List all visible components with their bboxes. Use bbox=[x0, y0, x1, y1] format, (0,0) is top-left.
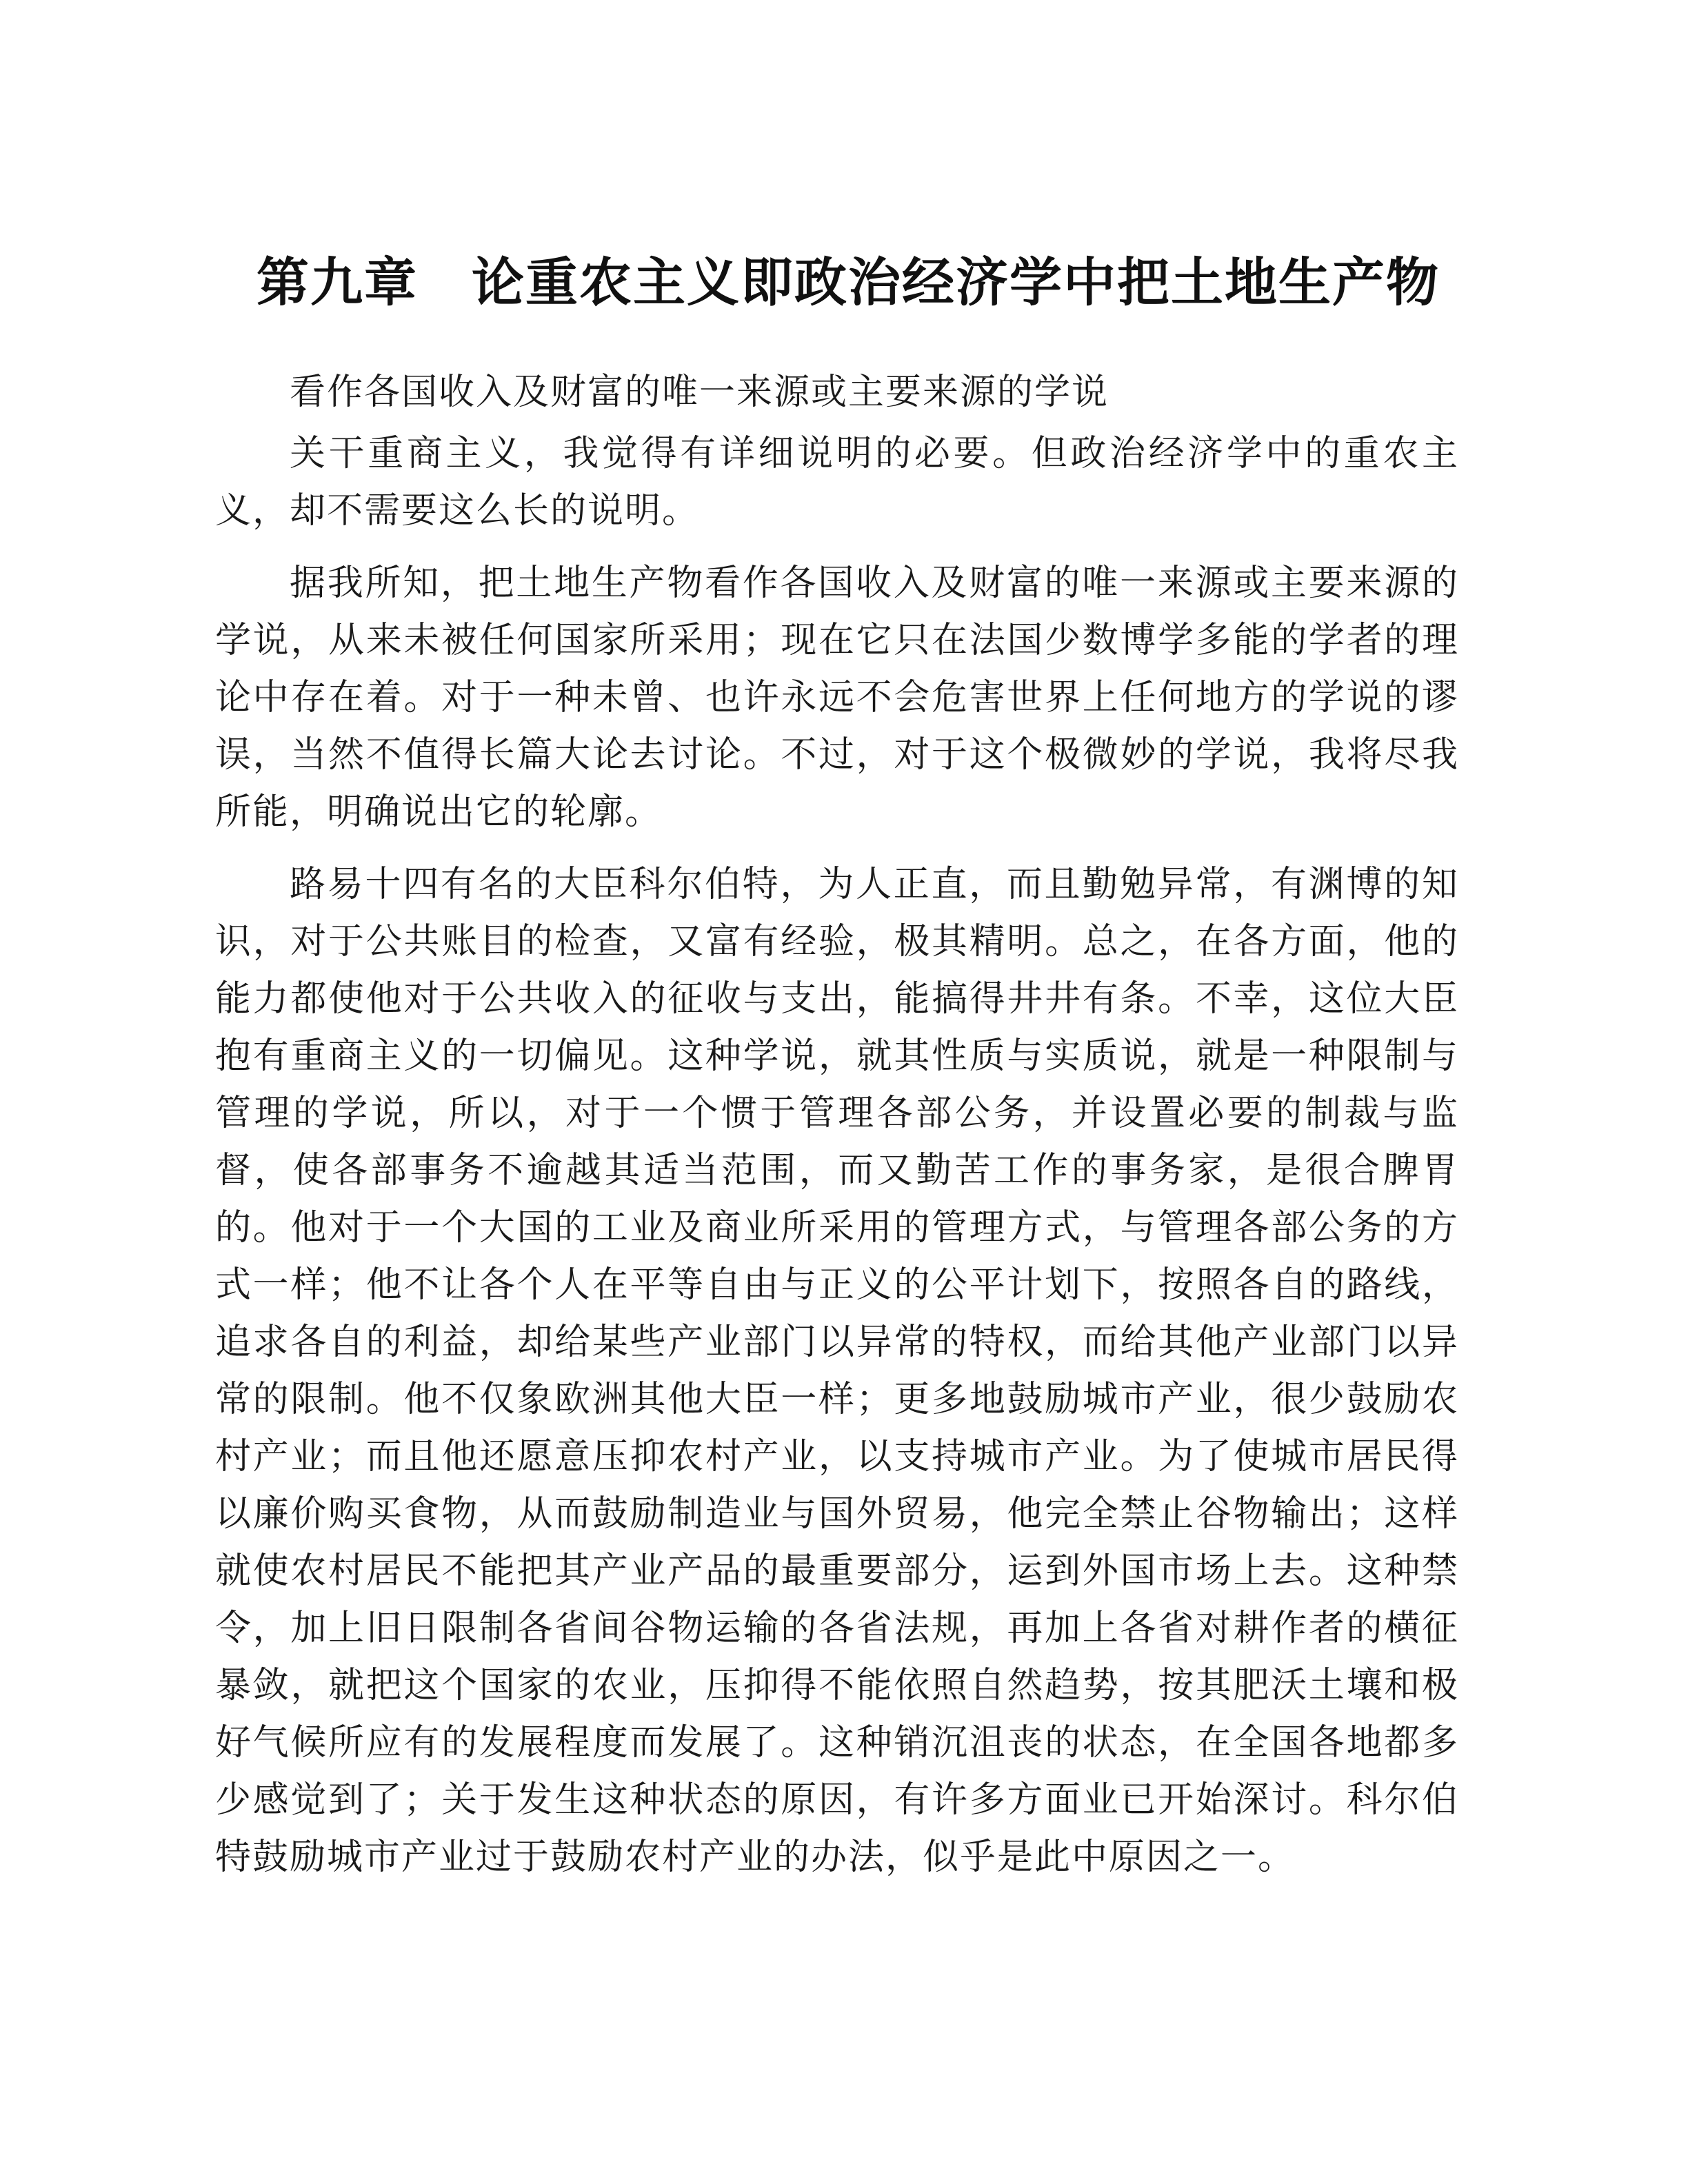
paragraph: 路易十四有名的大臣科尔伯特，为人正直，而且勤勉异常，有渊博的知识，对于公共账目的检查，又富有经验，极其精明。总之，在各方面，他的能力都使他对于公共收入的征收与支出，能搞得井井有条。不幸，这位大臣抱有重商主义的一切偏见。这种学说，就其性质与实质说，就是一种限制与管理的学说，所以，对于一个惯于管理各部公务，并设置必要的制裁与监督，使各部事务不逾越其适当范围，而又勤苦工作的事务家，是很合脾胃的。他对于一个大国的工业及商业所采用的管理方式，与管理各部公务的方式一样；他不让各个人在平等自由与正义的公平计划下，按照各自的路线，追求各自的利益，却给某些产业部门以异常的特权，而给其他产业部门以异常的限制。他不仅象欧洲其他大臣一样；更多地鼓励城市产业，很少鼓励农村产业；而且他还愿意压抑农村产业，以支持城市产业。为了使城市居民得以廉价购买食物，从而鼓励制造业与国外贸易，他完全禁止谷物输出；这样就使农村居民不能把其产业产品的最重要部分，运到外国市场上去。这种禁令，加上旧日限制各省间谷物运输的各省法规，再加上各省对耕作者的横征暴敛，就把这个国家的农业，压抑得不能依照自然趋势，按其肥沃土壤和极好气候所应有的发展程度而发展了。这种销沉沮丧的状态，在全国各地都多少感觉到了；关于发生这种状态的原因，有许多方面业已开始深讨。科尔伯特鼓励城市产业过于鼓励农村产业的办法，似乎是此中原因之一。 bbox=[215, 864, 1459, 1878]
paragraph: 据我所知，把土地生产物看作各国收入及财富的唯一来源或主要来源的学说，从来未被任何国家所采用；现在它只在法国少数博学多能的学者的理论中存在着。对于一种未曾、也许永远不会危害世界上任何地方的学说的谬误，当然不值得长篇大论去讨论。不过，对于这个极微妙的学说，我将尽我所能，明确说出它的轮廓。 bbox=[215, 563, 1459, 833]
paragraph: 关干重商主义，我觉得有详细说明的必要。但政治经济学中的重农主义，却不需要这么长的说明。 bbox=[215, 433, 1459, 532]
chapter-title: 第九章 论重农主义即政治经济学中把土地生产物 bbox=[257, 252, 1440, 313]
chapter-subtitle: 看作各国收入及财富的唯一来源或主要来源的学说 bbox=[290, 372, 1109, 413]
body-text bbox=[215, 364, 1459, 1886]
